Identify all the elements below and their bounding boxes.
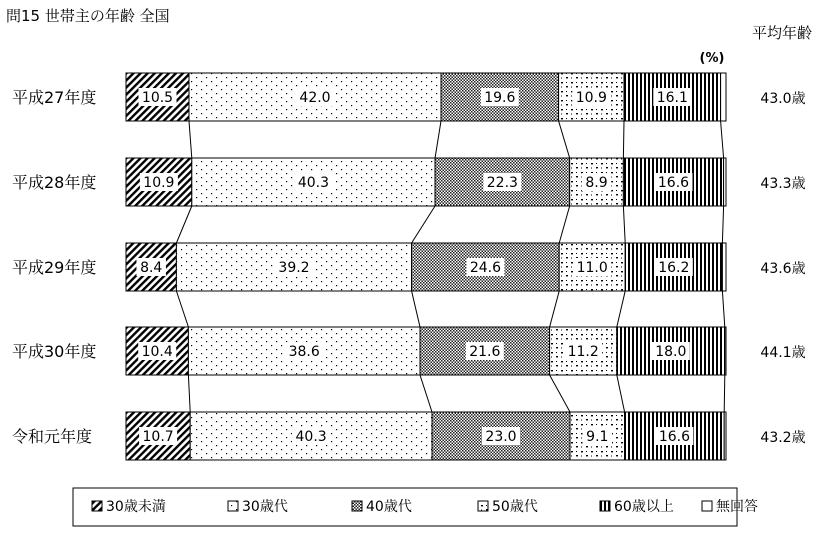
average-age-value: 43.3歳 (760, 176, 806, 192)
connector-line (435, 121, 441, 158)
connector-line (550, 291, 560, 327)
average-age-value: 43.2歳 (760, 430, 806, 446)
bar-row (126, 73, 726, 121)
data-label: 8.4 (140, 260, 163, 276)
average-age-values (760, 90, 805, 446)
data-label: 10.4 (141, 344, 173, 360)
connector-line (412, 206, 435, 243)
data-label: 18.0 (655, 344, 687, 360)
bar-row (126, 412, 726, 460)
data-label: 9.1 (586, 429, 609, 445)
bar-segment (724, 412, 726, 460)
unit-label: (%) (699, 51, 725, 66)
connector-line (724, 375, 725, 412)
data-label: 16.6 (657, 175, 690, 191)
connector-line (623, 206, 625, 243)
legend-swatch (600, 501, 610, 511)
data-label: 21.6 (469, 344, 501, 360)
legend-swatch (92, 501, 102, 511)
data-label: 8.9 (585, 175, 608, 191)
data-label: 11.0 (576, 260, 608, 276)
data-label: 16.6 (658, 429, 690, 445)
data-label: 16.1 (656, 90, 688, 106)
connector-line (623, 121, 624, 158)
connector-line (189, 121, 192, 158)
legend-label: 40歳代 (366, 499, 412, 515)
data-label: 11.2 (567, 344, 599, 360)
data-label: 40.3 (297, 175, 330, 191)
connector-line (559, 121, 570, 158)
bar-segment (721, 73, 726, 121)
connector-line (617, 375, 625, 412)
bar-row (126, 158, 726, 206)
average-age-value: 43.0歳 (760, 91, 806, 107)
data-label: 10.7 (142, 429, 174, 445)
data-label: 19.6 (484, 90, 516, 106)
connector-line (412, 291, 420, 327)
average-age-header: 平均年齢 (751, 24, 812, 42)
connector-line (188, 375, 190, 412)
bar-segment (722, 243, 726, 291)
legend-label: 60歳以上 (614, 499, 674, 515)
legend (73, 488, 758, 526)
category-label: 令和元年度 (12, 427, 93, 446)
category-label: 平成28年度 (12, 173, 97, 192)
legend-label: 50歳代 (492, 499, 538, 515)
data-label: 42.0 (299, 90, 331, 106)
data-label: 24.6 (469, 260, 501, 276)
legend-label: 30歳代 (242, 499, 288, 515)
bar-segment (725, 327, 726, 375)
data-label: 10.9 (575, 90, 607, 106)
legend-swatch (228, 501, 238, 511)
chart-title: 問15 世帯主の年齢 全国 (6, 7, 170, 25)
legend-swatch (352, 501, 362, 511)
legend-label: 30歳未満 (106, 499, 166, 515)
data-label: 38.6 (288, 344, 320, 360)
data-label: 22.3 (486, 175, 518, 191)
connector-line (617, 291, 625, 327)
category-label: 平成30年度 (12, 342, 97, 361)
data-label: 10.9 (143, 175, 175, 191)
data-label: 16.2 (658, 260, 690, 276)
connector-line (722, 206, 723, 243)
connector-line (176, 206, 191, 243)
connector-line (722, 291, 724, 327)
bar-segment (724, 158, 726, 206)
data-label: 23.0 (485, 429, 517, 445)
category-label: 平成27年度 (12, 88, 97, 107)
category-label: 平成29年度 (12, 258, 97, 277)
connector-line (559, 206, 569, 243)
legend-swatch (702, 501, 712, 511)
average-age-value: 44.1歳 (760, 345, 806, 361)
bar-row (126, 327, 726, 375)
average-age-value: 43.6歳 (760, 261, 806, 277)
bar-row (126, 243, 726, 291)
legend-swatch (478, 501, 488, 511)
connector-line (550, 375, 570, 412)
data-label: 39.2 (278, 260, 310, 276)
connector-line (420, 375, 432, 412)
category-labels (12, 88, 96, 446)
data-label: 10.5 (141, 90, 174, 106)
connector-line (721, 121, 724, 158)
data-label: 40.3 (295, 429, 327, 445)
legend-label: 無回答 (716, 499, 758, 515)
stacked-bars (126, 73, 726, 460)
connector-line (176, 291, 188, 327)
